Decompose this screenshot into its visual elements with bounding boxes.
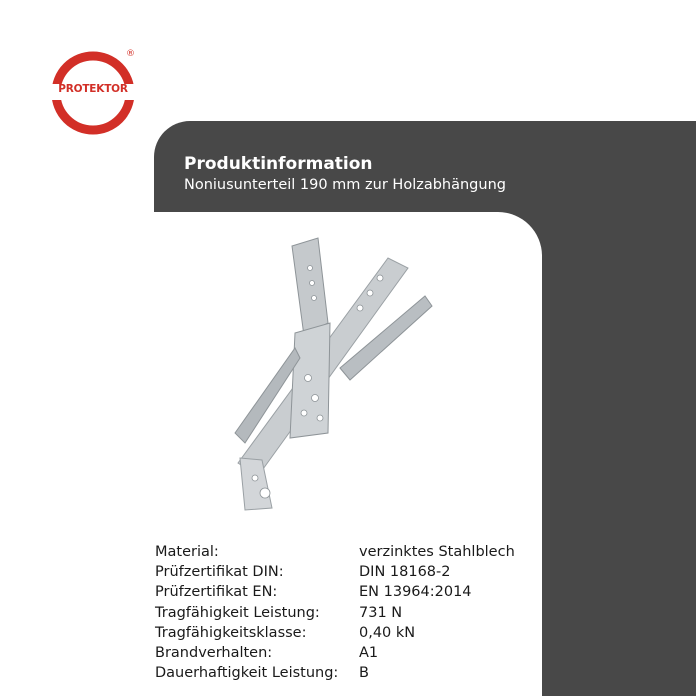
spec-value: 731 N: [359, 604, 403, 621]
logo-text: PROTEKTOR: [58, 83, 128, 95]
spec-label: Material:: [155, 544, 219, 560]
spec-label: Brandverhalten:: [155, 644, 273, 661]
spec-value: EN 13964:2014: [359, 584, 472, 601]
spec-label: Prüfzertifikat DIN:: [155, 564, 284, 581]
spec-value: verzinktes Stahlblech: [359, 544, 515, 560]
registered-mark: ®: [126, 49, 135, 59]
spec-label: Tragfähigkeit Leistung:: [155, 604, 320, 621]
spec-value: 0,40 kN: [359, 624, 416, 641]
spec-value: A1: [359, 644, 379, 661]
spec-label: Dauerhaftigkeit Leistung:: [155, 665, 339, 682]
product-image: [200, 228, 450, 528]
spec-label: Tragfähigkeitsklasse:: [155, 624, 307, 641]
page-subtitle: Noniusunterteil 190 mm zur Holzabhängung: [184, 177, 506, 193]
page-title: Produktinformation: [184, 154, 373, 174]
spec-value: B: [359, 665, 369, 682]
spec-value: DIN 18168-2: [359, 564, 451, 581]
steel-hanger-icon: [235, 238, 432, 510]
spec-label: Prüfzertifikat EN:: [155, 584, 278, 601]
